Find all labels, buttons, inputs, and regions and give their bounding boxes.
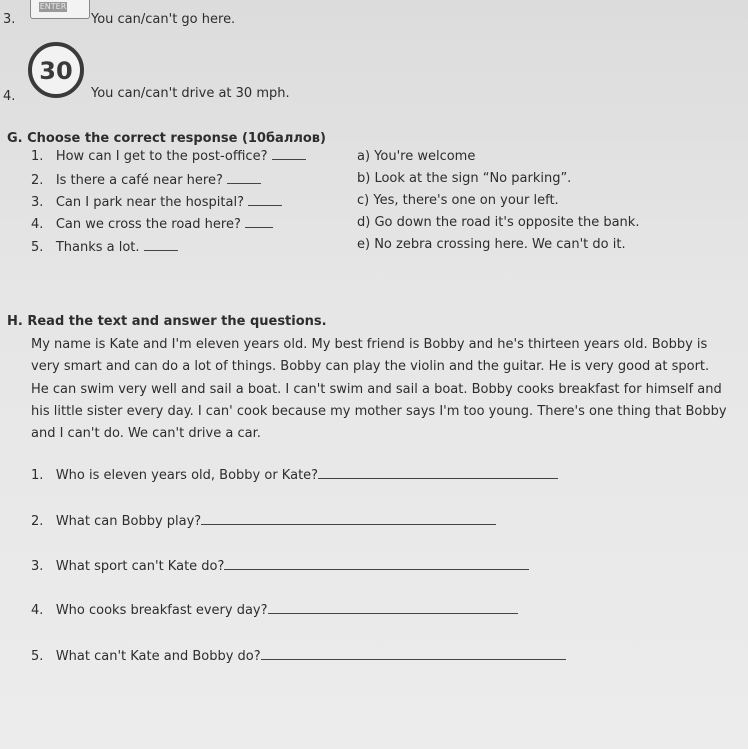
g-question-4 [31, 217, 273, 232]
g-question-1 [31, 149, 306, 164]
answer-line[interactable] [268, 613, 518, 614]
g-question-text: How can I get to the post-office? [55, 149, 268, 164]
g-question-text: Can I park near the hospital? [55, 195, 244, 210]
section-h-title: H. Read the text and answer the questions. [7, 314, 327, 329]
answer-blank[interactable] [245, 227, 273, 228]
g-question-number: 4. [31, 217, 44, 232]
g-answer-b: b) Look at the sign “No parking”. [357, 171, 572, 186]
h-question-text: What can Bobby play? [55, 514, 202, 529]
answer-line[interactable] [224, 569, 529, 570]
h-question-3 [31, 559, 529, 574]
g-question-text: Can we cross the road here? [55, 217, 241, 232]
answer-line[interactable] [318, 478, 558, 479]
h-question-number: 2. [31, 514, 44, 529]
g-question-text: Is there a café near here? [55, 173, 223, 188]
g-question-number: 3. [31, 195, 44, 210]
answer-line[interactable] [201, 524, 496, 525]
answer-blank[interactable] [248, 205, 282, 206]
g-answer-e: e) No zebra crossing here. We can't do it. [357, 237, 626, 252]
h-question-5 [31, 649, 566, 664]
g-answer-d: d) Go down the road it's opposite the bank. [357, 215, 640, 230]
h-question-number: 5. [31, 649, 44, 664]
enter-sign-icon [30, 0, 90, 19]
g-question-5 [31, 240, 178, 255]
g-answer-a: a) You're welcome [357, 149, 476, 164]
reading-text: My name is Kate and I'm eleven years old. My best friend is Bobby and he's thirteen years old. Bobby is very smart and can do a lot of things. Bobby can play the violin and the guitar. He is very good at sport. He can swim very well and sail a boat. I can't swim and sail a boat. Bobby cooks breakfast for himself and his little sister every day. I can' cook because my mother says I'm too young. There's one thing that Bobby and I can't do. We can't drive a car. [31, 337, 727, 442]
answer-blank[interactable] [227, 183, 261, 184]
g-answer-c: c) Yes, there's one on your left. [357, 193, 559, 208]
section-g-title: G. Choose the correct response (10баллов) [7, 131, 326, 146]
h-question-4 [31, 603, 518, 618]
h-question-number: 3. [31, 559, 44, 574]
h-question-2 [31, 514, 496, 529]
g-question-number: 5. [31, 240, 44, 255]
g-question-text: Thanks a lot. [55, 240, 140, 255]
speed-limit-30-sign-icon [28, 42, 84, 98]
answer-blank[interactable] [144, 250, 178, 251]
item-3-text: You can/can't go here. [91, 12, 236, 27]
h-question-number: 4. [31, 603, 44, 618]
answer-blank[interactable] [272, 159, 306, 160]
h-question-1 [31, 468, 558, 483]
g-question-number: 2. [31, 173, 44, 188]
answer-line[interactable] [261, 659, 566, 660]
h-question-text: What can't Kate and Bobby do? [55, 649, 261, 664]
h-question-text: Who cooks breakfast every day? [55, 603, 268, 618]
g-question-2 [31, 173, 261, 188]
h-question-number: 1. [31, 468, 44, 483]
item-3-number: 3. [3, 12, 16, 27]
h-question-text: What sport can't Kate do? [55, 559, 225, 574]
h-question-text: Who is eleven years old, Bobby or Kate? [55, 468, 319, 483]
g-question-number: 1. [31, 149, 44, 164]
speed-limit-number: 30 [39, 57, 73, 85]
g-question-3 [31, 195, 282, 210]
item-4-text: You can/can't drive at 30 mph. [91, 86, 290, 101]
item-4-number: 4. [3, 89, 16, 104]
enter-sign-text: ENTER [39, 2, 67, 11]
